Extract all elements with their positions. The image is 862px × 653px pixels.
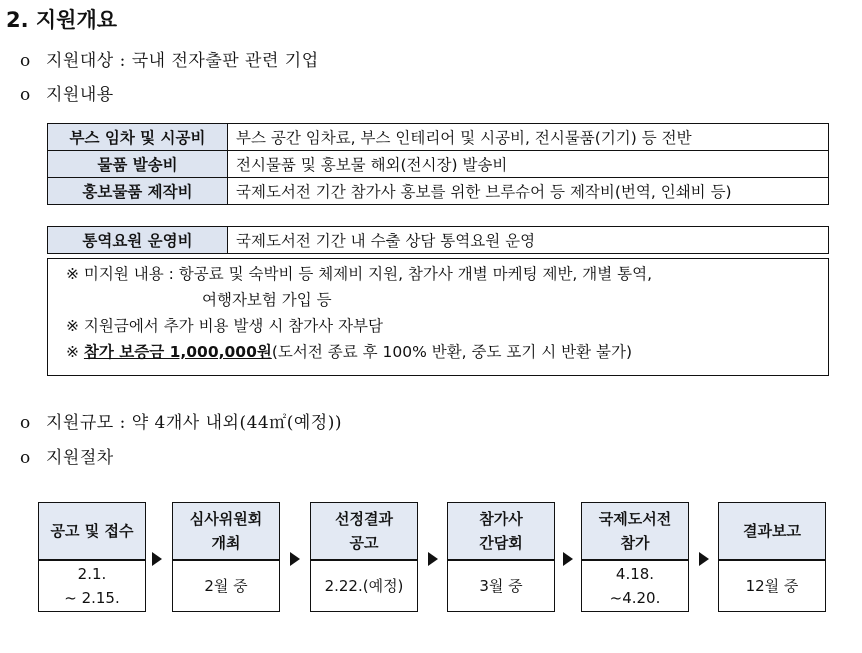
bullet-text: 지원절차 <box>46 448 114 468</box>
step-box <box>38 502 146 612</box>
bullet-text: 지원내용 <box>46 85 114 105</box>
arrow-right-icon <box>563 552 573 566</box>
step-box <box>718 502 826 612</box>
arrow-right-icon <box>428 552 438 566</box>
step-box <box>447 502 555 612</box>
deposit-amount: 참가 보증금 1,000,000원 <box>83 343 272 361</box>
step-date: 4.18. ~4.20. <box>609 565 661 607</box>
step-date: 12월 중 <box>745 577 799 595</box>
table-row <box>48 178 829 205</box>
step-title: 결과보고 <box>719 503 825 561</box>
step-date: 3월 중 <box>479 577 523 595</box>
step-title: 심사위원회 개최 <box>173 503 279 561</box>
step-box <box>310 502 418 612</box>
bullet-support-scale <box>20 408 342 433</box>
bullet-marker: o <box>20 413 31 433</box>
note-deposit <box>48 339 828 365</box>
step-date: 2월 중 <box>204 577 248 595</box>
step-date: 2.22.(예정) <box>324 577 404 595</box>
bullet-text: 지원규모 : 약 4개사 내외(44㎡(예정)) <box>46 413 342 433</box>
bullet-marker: o <box>20 448 31 468</box>
bullet-support-content <box>20 80 114 105</box>
interpreter-table <box>47 226 829 254</box>
table-row <box>48 124 829 151</box>
arrow-right-icon <box>152 552 162 566</box>
note-self-pay: ※ 지원금에서 추가 비용 발생 시 참가사 자부담 <box>66 317 383 335</box>
arrow-right-icon <box>290 552 300 566</box>
bullet-text: 지원대상 : 국내 전자출판 관련 기업 <box>46 51 319 71</box>
row-label: 통역요원 운영비 <box>48 227 228 254</box>
note-unsupported-cont: 여행자보험 가입 등 <box>202 291 332 309</box>
bullet-support-target <box>20 46 319 71</box>
table-row <box>48 227 829 254</box>
row-label: 물품 발송비 <box>48 151 228 178</box>
step-box <box>172 502 280 612</box>
bullet-marker: o <box>20 85 31 105</box>
row-desc: 국제도서전 기간 참가사 홍보를 위한 브루슈어 등 제작비(번역, 인쇄비 등) <box>228 178 829 205</box>
step-date: 2.1. ~ 2.15. <box>64 565 120 607</box>
row-label: 홍보물품 제작비 <box>48 178 228 205</box>
support-content-table <box>47 123 829 205</box>
step-title: 선정결과 공고 <box>311 503 417 561</box>
row-desc: 부스 공간 임차료, 부스 인테리어 및 시공비, 전시물품(기기) 등 전반 <box>228 124 829 151</box>
table-row <box>48 151 829 178</box>
section-heading: 2. 지원개요 <box>6 8 118 32</box>
step-title: 국제도서전 참가 <box>582 503 688 561</box>
note-unsupported: ※ 미지원 내용 : 항공료 및 숙박비 등 체제비 지원, 참가사 개별 마케팅 제반, 개별 통역, <box>66 265 653 283</box>
arrow-right-icon <box>699 552 709 566</box>
note-deposit-rest: (도서전 종료 후 100% 반환, 중도 포기 시 반환 불가) <box>271 343 633 361</box>
step-box <box>581 502 689 612</box>
note-deposit-prefix: ※ <box>66 343 84 361</box>
row-desc: 국제도서전 기간 내 수출 상담 통역요원 운영 <box>228 227 829 254</box>
step-title: 참가사 간담회 <box>448 503 554 561</box>
notes-box <box>47 258 829 376</box>
row-label: 부스 임차 및 시공비 <box>48 124 228 151</box>
step-title: 공고 및 접수 <box>39 503 145 561</box>
bullet-marker: o <box>20 51 31 71</box>
bullet-support-procedure <box>20 443 114 468</box>
row-desc: 전시물품 및 홍보물 해외(전시장) 발송비 <box>228 151 829 178</box>
